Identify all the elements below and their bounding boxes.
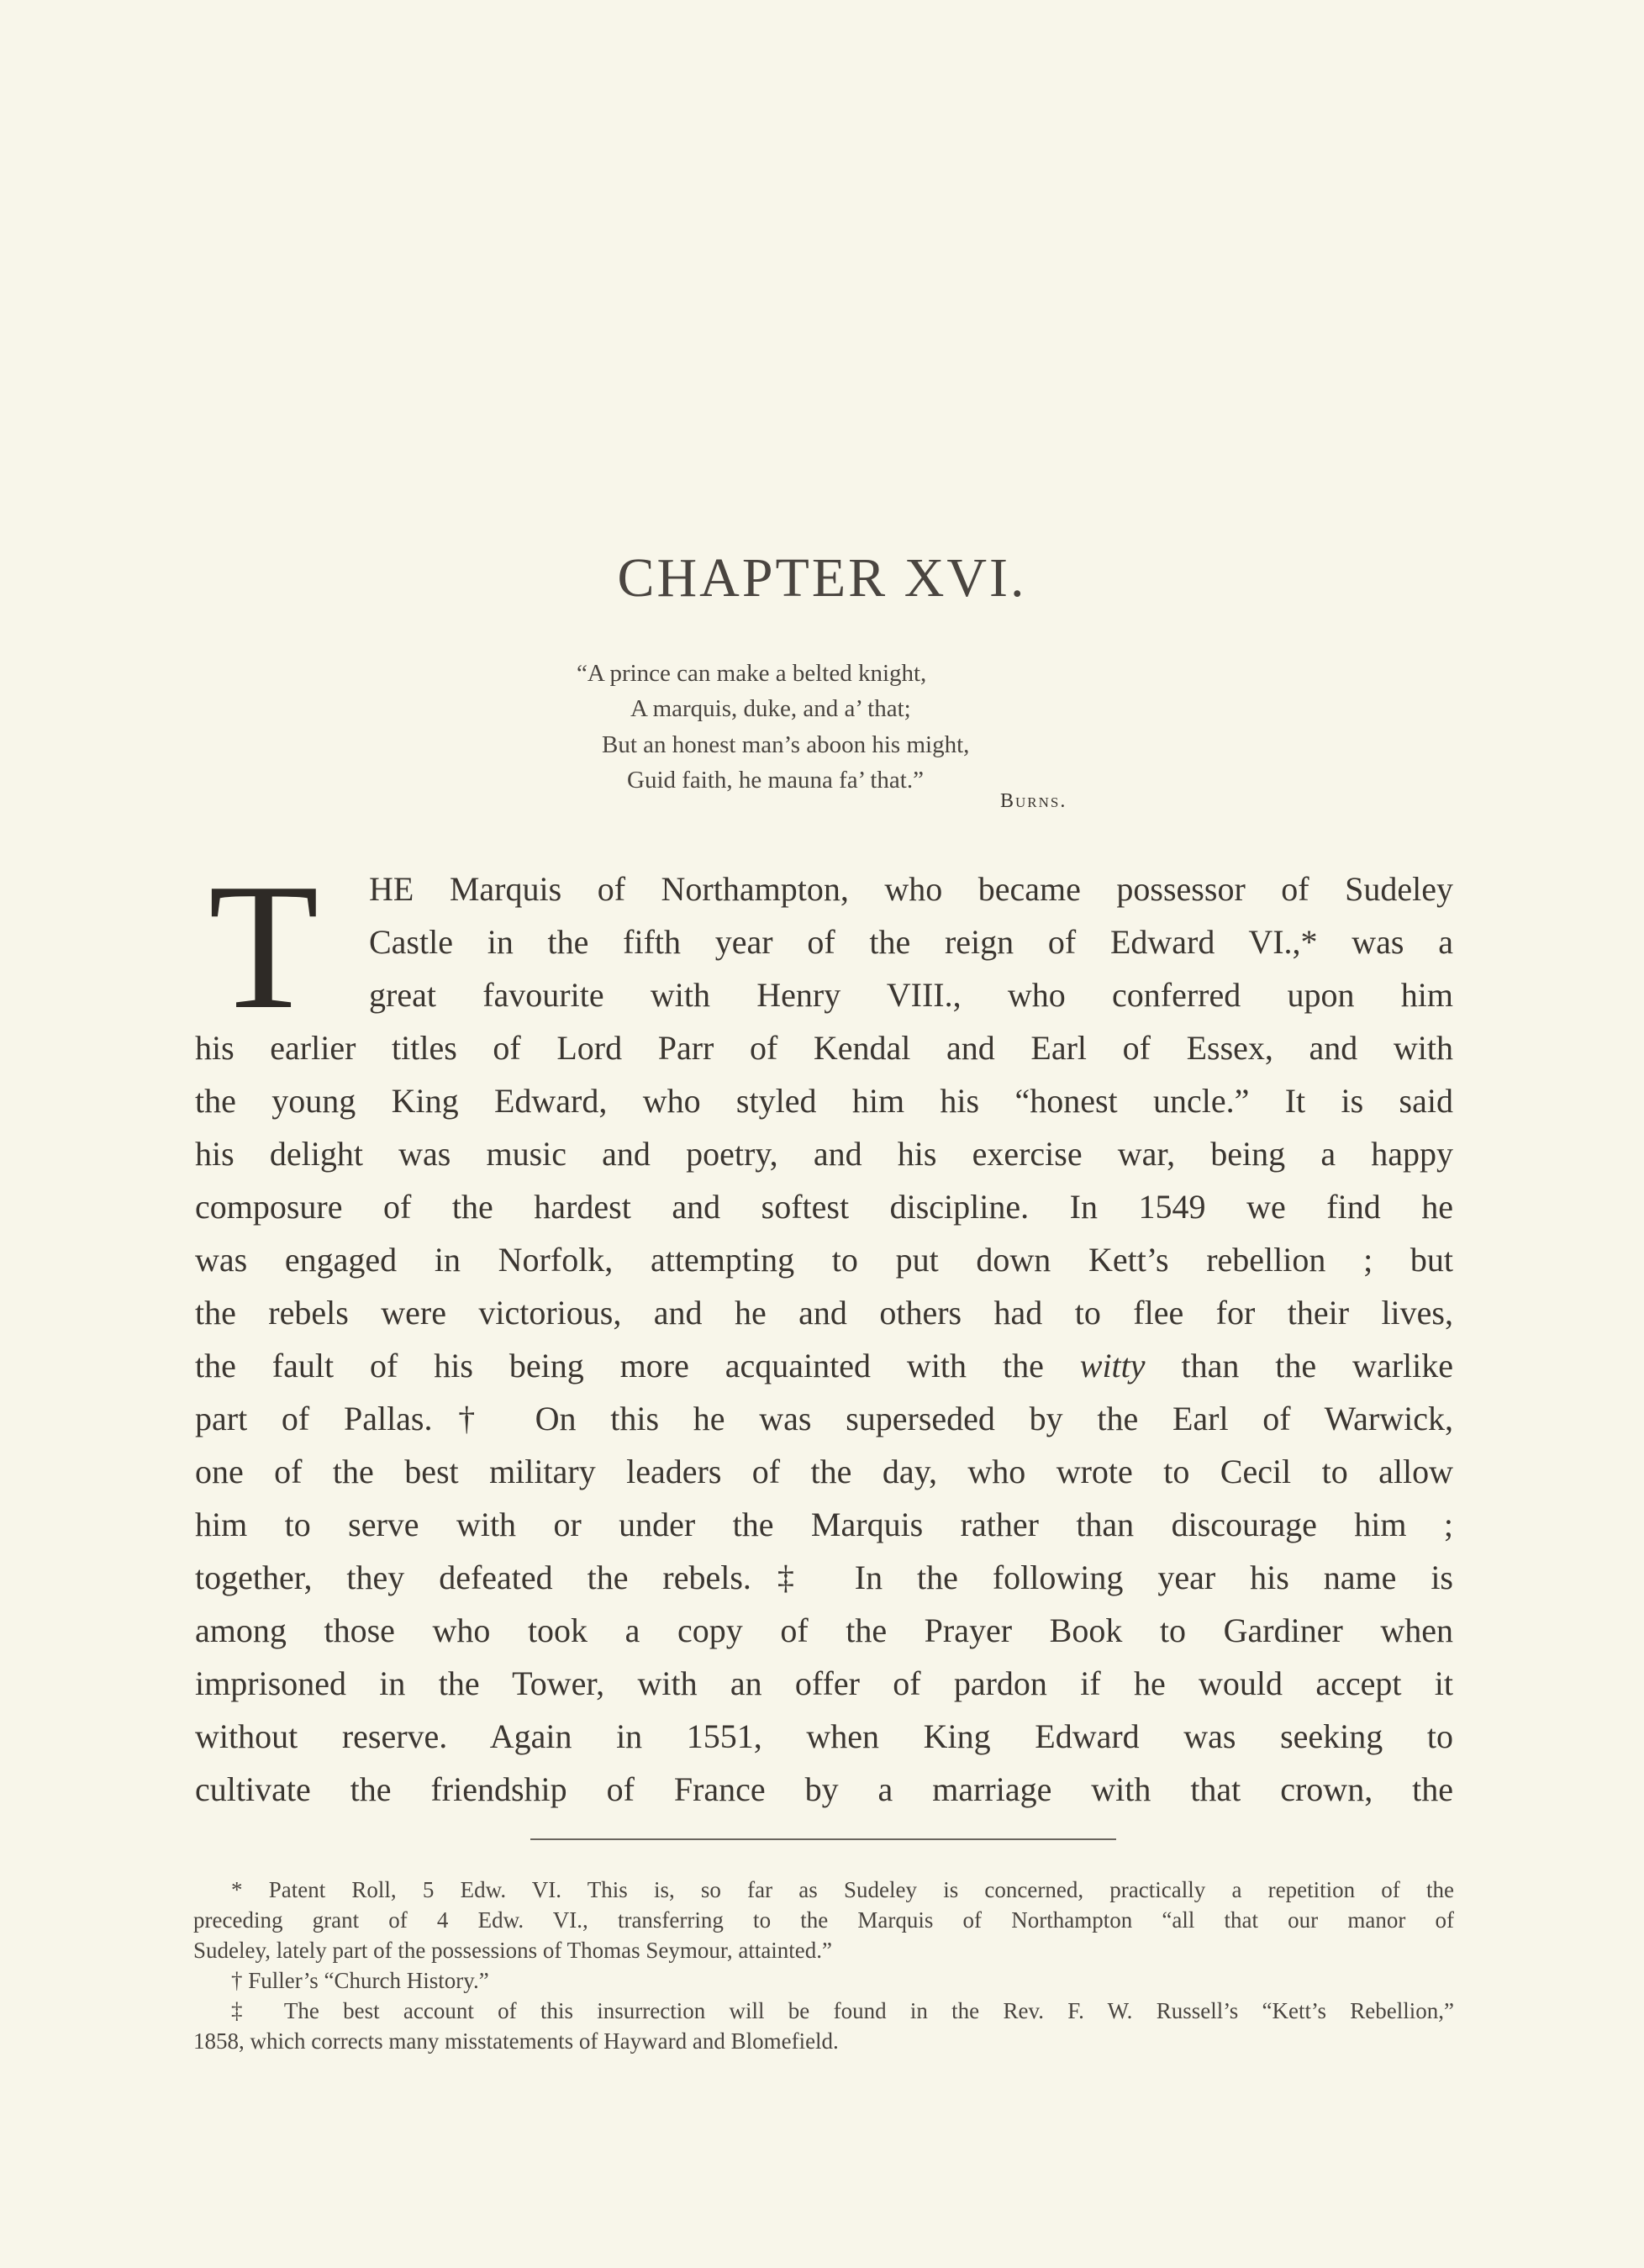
body-line: together, they defeated the rebels.‡ In the following year his name is bbox=[195, 1559, 1453, 1596]
body-line: part of Pallas.† On this he was superseded by the Earl of Warwick, bbox=[195, 1400, 1453, 1437]
italic-word: witty bbox=[1079, 1347, 1146, 1385]
epigraph-attribution: Burns. bbox=[1000, 790, 1067, 812]
footnote-line: 1858, which corrects many misstatements of Hayward and Blomefield. bbox=[193, 2028, 839, 2054]
body-line: his earlier titles of Lord Parr of Kendal and Earl of Essex, and with bbox=[195, 1029, 1453, 1067]
footnote-line: ‡ The best account of this insurrection will be found in the Rev. F. W. Russell’s “Kett’s Rebellion,” bbox=[231, 1998, 1454, 2023]
footnote-line: * Patent Roll, 5 Edw. VI. This is, so far as Sudeley is concerned, practically a repetition of the bbox=[231, 1877, 1454, 1902]
epigraph-line: A marquis, duke, and a’ that; bbox=[630, 695, 911, 722]
body-line: Castle in the fifth year of the reign of Edward VI.,* was a bbox=[369, 923, 1453, 961]
body-line: imprisoned in the Tower, with an offer of pardon if he would accept it bbox=[195, 1664, 1453, 1702]
body-line: his delight was music and poetry, and his exercise war, being a happy bbox=[195, 1135, 1453, 1173]
body-line: cultivate the friendship of France by a marriage with that crown, the bbox=[195, 1770, 1453, 1808]
drop-cap: T bbox=[208, 846, 319, 1047]
chapter-title: CHAPTER XVI. bbox=[617, 547, 1027, 609]
epigraph-line: “A prince can make a belted knight, bbox=[577, 660, 927, 687]
body-line: composure of the hardest and softest discipline. In 1549 we find he bbox=[195, 1188, 1453, 1226]
body-line: HE Marquis of Northampton, who became possessor of Sudeley bbox=[369, 870, 1453, 908]
footnote-line: † Fuller’s “Church History.” bbox=[231, 1968, 489, 1993]
body-line: was engaged in Norfolk, attempting to put down Kett’s rebellion ; but bbox=[195, 1241, 1453, 1279]
body-line: the rebels were victorious, and he and others had to flee for their lives, bbox=[195, 1294, 1453, 1332]
footnote-line: Sudeley, lately part of the possessions of Thomas Seymour, attainted.” bbox=[193, 1938, 833, 1963]
epigraph-line: But an honest man’s aboon his might, bbox=[602, 731, 970, 758]
epigraph-line: Guid faith, he mauna fa’ that.” bbox=[627, 767, 924, 794]
body-line: without reserve. Again in 1551, when King Edward was seeking to bbox=[195, 1717, 1453, 1755]
body-line: among those who took a copy of the Prayer Book to Gardiner when bbox=[195, 1611, 1453, 1649]
footnote-divider bbox=[530, 1838, 1116, 1840]
body-line: him to serve with or under the Marquis rather than discourage him ; bbox=[195, 1506, 1453, 1543]
body-line: the young King Edward, who styled him his “honest uncle.” It is said bbox=[195, 1082, 1453, 1120]
body-line: one of the best military leaders of the day, who wrote to Cecil to allow bbox=[195, 1453, 1453, 1490]
body-line: the fault of his being more acquainted with the witty than the warlike bbox=[195, 1347, 1453, 1385]
body-line: great favourite with Henry VIII., who conferred upon him bbox=[369, 976, 1453, 1014]
footnote-line: preceding grant of 4 Edw. VI., transferring to the Marquis of Northampton “all that our manor of bbox=[193, 1907, 1454, 1933]
